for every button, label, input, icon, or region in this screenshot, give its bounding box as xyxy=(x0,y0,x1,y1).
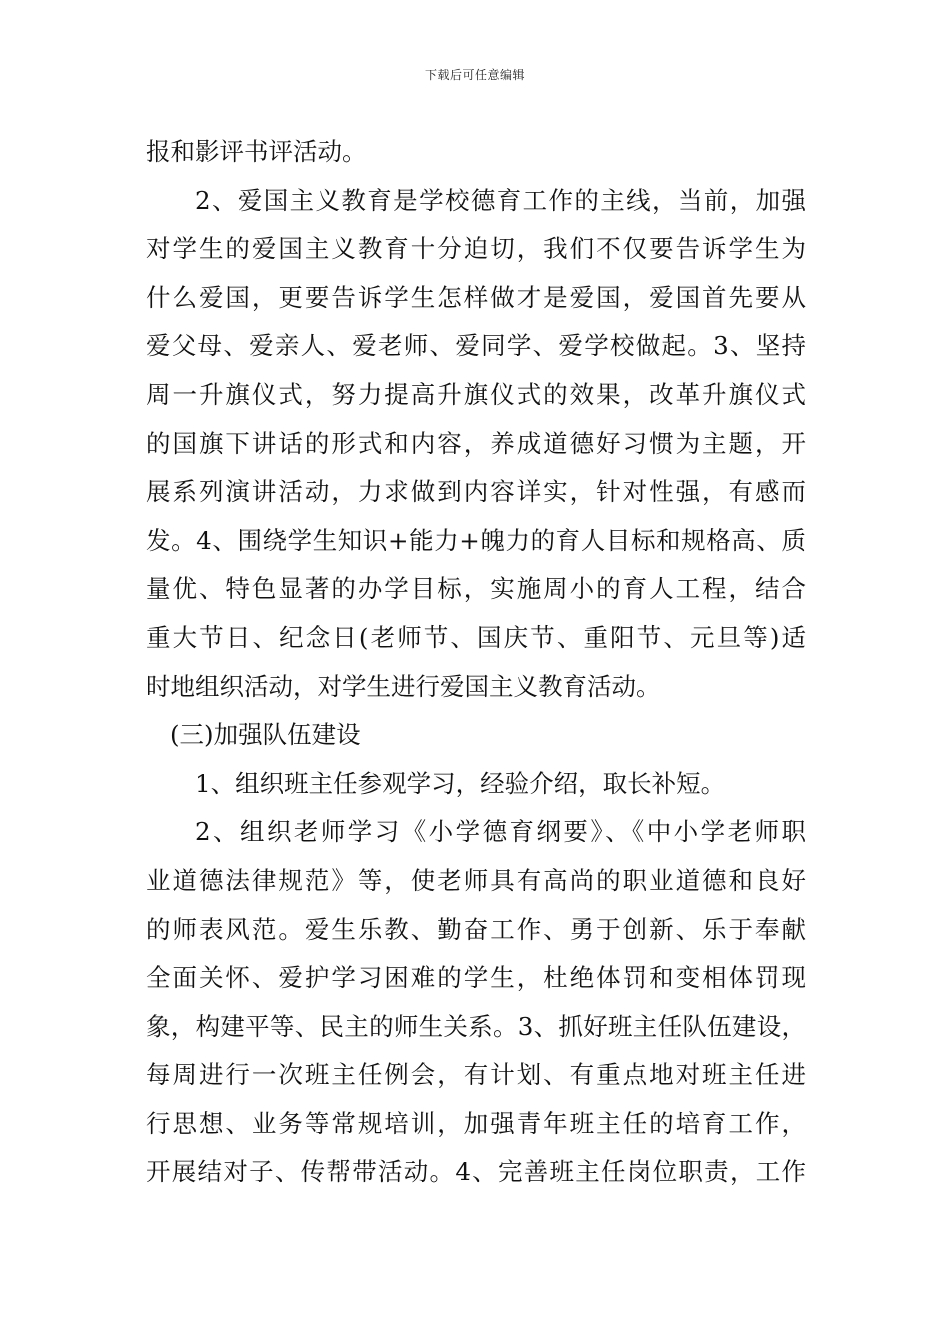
text-line: 展系列演讲活动，力求做到内容详实，针对性强，有感而 xyxy=(146,477,806,507)
paragraph-start-line: 2、组织老师学习《小学德育纲要》、《中小学老师职 xyxy=(195,817,806,847)
text-line: 什么爱国，更要告诉学生怎样做才是爱国，爱国首先要从 xyxy=(146,282,806,312)
text-line: 周一升旗仪式，努力提高升旗仪式的效果，改革升旗仪式 xyxy=(146,379,806,409)
text-line: 重大节日、纪念日(老师节、国庆节、重阳节、元旦等)适 xyxy=(146,622,806,652)
paragraph-start-line: 2、爱国主义教育是学校德育工作的主线，当前，加强 xyxy=(195,185,806,215)
text-line: 的国旗下讲话的形式和内容，养成道德好习惯为主题，开 xyxy=(146,428,806,458)
text-line: 的师表风范。爱生乐教、勤奋工作、勇于创新、乐于奉献 xyxy=(146,914,806,944)
text-line: 对学生的爱国主义教育十分迫切，我们不仅要告诉学生为 xyxy=(146,234,806,264)
text-line: 每周进行一次班主任例会，有计划、有重点地对班主任进 xyxy=(146,1060,806,1090)
section-heading: (三)加强队伍建设 xyxy=(170,720,361,750)
text-line: 行思想、业务等常规培训，加强青年班主任的培育工作， xyxy=(146,1108,806,1138)
text-line: 象，构建平等、民主的师生关系。3、抓好班主任队伍建设， xyxy=(146,1011,806,1041)
page-header: 下载后可任意编辑 xyxy=(424,68,525,82)
document-body xyxy=(146,128,806,1197)
text-line: 量优、特色显著的办学目标，实施周小的育人工程，结合 xyxy=(146,574,806,604)
text-line: 全面关怀、爱护学习困难的学生，杜绝体罚和变相体罚现 xyxy=(146,963,806,993)
text-line: 开展结对子、传帮带活动。4、完善班主任岗位职责，工作 xyxy=(146,1157,806,1187)
text-line: 发。4、围绕学生知识+能力+魄力的育人目标和规格高、质 xyxy=(146,525,806,555)
text-line: 业道德法律规范》等，使老师具有高尚的职业道德和良好 xyxy=(146,865,806,895)
paragraph-start-line: 1、组织班主任参观学习，经验介绍，取长补短。 xyxy=(195,768,726,798)
text-line: 报和影评书评活动。 xyxy=(146,137,367,166)
text-line: 时地组织活动，对学生进行爱国主义教育活动。 xyxy=(146,671,661,701)
text-line: 爱父母、爱亲人、爱老师、爱同学、爱学校做起。3、坚持 xyxy=(146,331,806,361)
